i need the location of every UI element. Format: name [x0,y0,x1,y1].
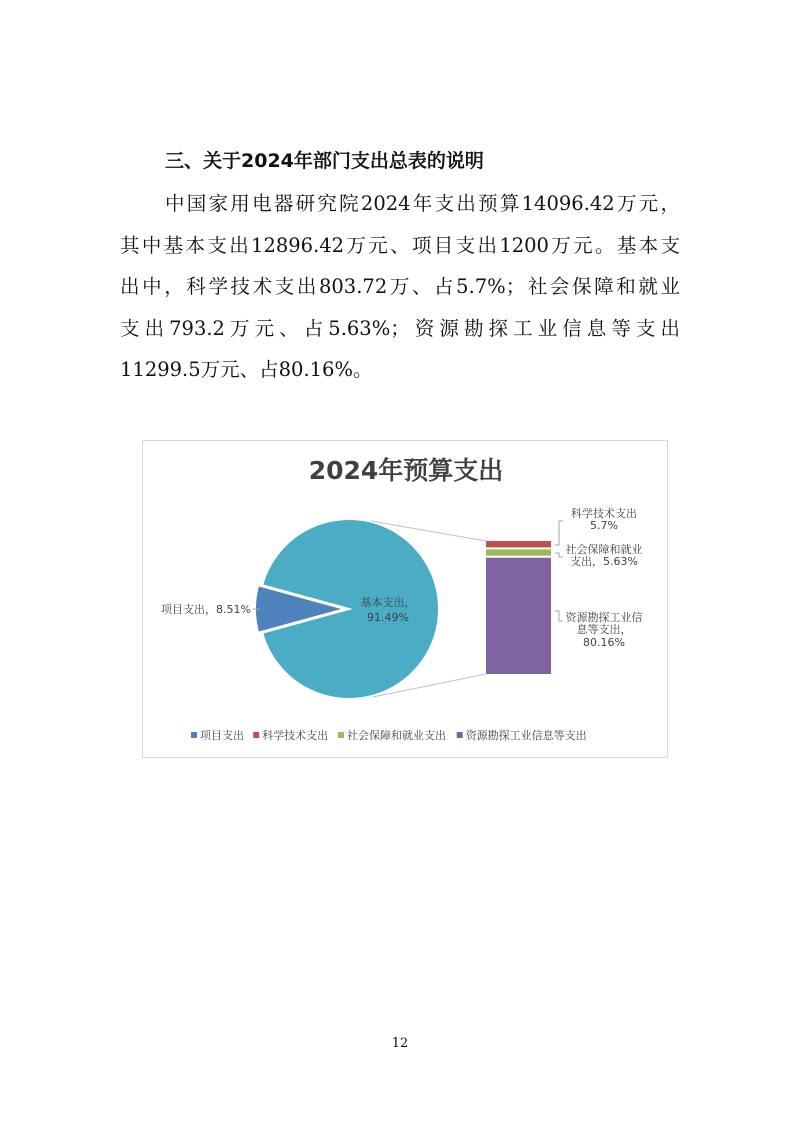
bar-label: 支出，5.63% [570,555,638,568]
legend-swatch [457,732,463,738]
legend-label: 资源勘探工业信息等支出 [465,729,587,742]
pie-label-project: 项目支出，8.51% [161,603,251,616]
pie-label-basic: 基本支出， [360,596,416,609]
legend-label: 项目支出 [200,729,244,742]
legend-swatch [191,732,197,738]
legend-label: 社会保障和就业支出 [347,729,446,742]
paragraph-line: 支出793.2万元、占5.63%；资源勘探工业信息等支出 [120,317,680,340]
chart-canvas [143,441,669,759]
legend-swatch [338,732,344,738]
section-title: 三、关于2024年部门支出总表的说明 [165,150,484,172]
bar-label: 科学技术支出 [571,507,637,520]
bar-segment [486,549,551,555]
legend-label: 科学技术支出 [262,729,329,742]
chart-title: 2024年预算支出 [308,456,504,485]
bar-segment [486,541,551,547]
bar-label: 5.7% [590,519,618,532]
bar-label-leader [555,521,563,545]
bar-label-leader [555,611,563,621]
paragraph-line: 中国家用电器研究院2024年支出预算14096.42万元， [165,192,680,215]
bar-segment [486,558,551,674]
paragraph-line: 其中基本支出12896.42万元、项目支出1200万元。基本支 [120,234,680,257]
bar-label: 息等支出， [576,623,632,636]
paragraph-line: 出中，科学技术支出803.72万、占5.7%；社会保障和就业 [120,275,680,298]
bar-label: 资源勘探工业信 [565,611,643,624]
bar-label-leader [555,553,563,557]
bar-label: 社会保障和就业 [565,543,643,556]
pie-label-basic-value: 91.49% [367,611,409,624]
budget-chart [142,440,668,758]
bar-label: 80.16% [583,636,625,649]
page-number: 12 [391,1036,409,1051]
paragraph-line: 11299.5万元、占80.16%。 [120,358,373,381]
legend-swatch [253,732,259,738]
